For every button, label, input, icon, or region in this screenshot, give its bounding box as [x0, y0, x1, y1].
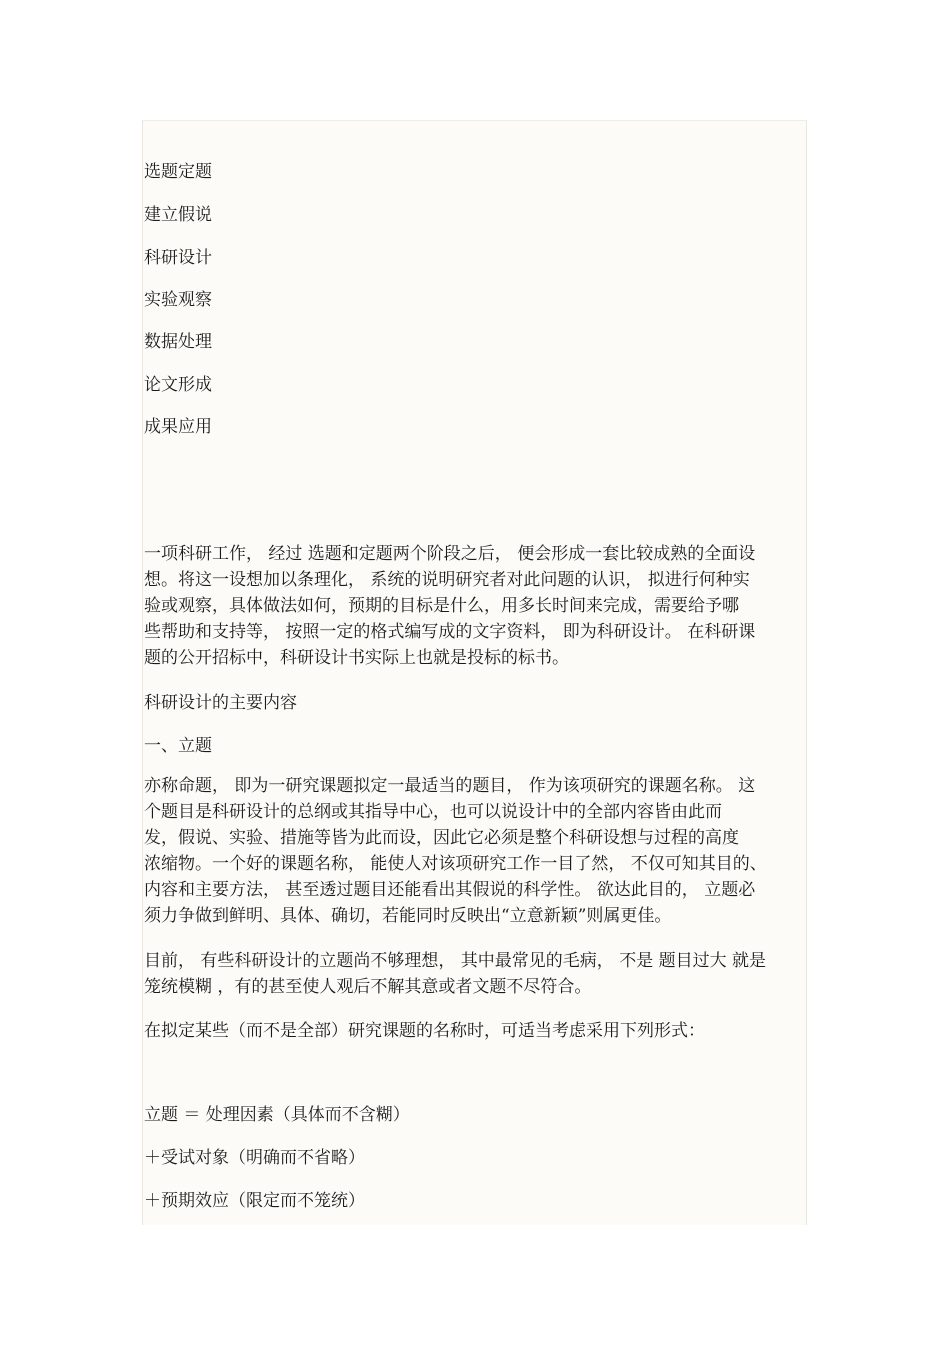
title-definition-paragraph [144, 773, 804, 929]
step-item: 建立假说 [144, 205, 212, 225]
paragraph-line: 须力争做到鲜明、具体、确切，若能同时反映出“立意新颖”则属更佳。 [144, 906, 672, 926]
step-item: 科研设计 [144, 248, 212, 268]
formula-line: ＋预期效应（限定而不笼统） [144, 1191, 365, 1211]
step-item: 成果应用 [144, 417, 212, 437]
step-item: 论文形成 [144, 375, 212, 395]
paragraph-line: 题的公开招标中，科研设计书实际上也就是投标的标书。 [144, 648, 569, 668]
common-issues-paragraph [144, 948, 804, 1000]
paragraph-line: 验或观察，具体做法如何，预期的目标是什么，用多长时间来完成，需要给予哪 [144, 596, 739, 616]
subsection-heading: 一、立题 [144, 736, 212, 756]
paragraph-line: 浓缩物。一个好的课题名称， 能使人对该项研究工作一目了然， 不仅可知其目的、 [144, 854, 767, 874]
paragraph-line: 一项科研工作， 经过 选题和定题两个阶段之后， 便会形成一套比较成熟的全面设 [144, 544, 756, 564]
paragraph-line: 些帮助和支持等， 按照一定的格式编写成的文字资料， 即为科研设计。 在科研课 [144, 622, 756, 642]
step-item: 实验观察 [144, 290, 212, 310]
paragraph-line: 笼统模糊 ，有的甚至使人观后不解其意或者文题不尽符合。 [144, 977, 592, 997]
paragraph-line: 目前， 有些科研设计的立题尚不够理想， 其中最常见的毛病， 不是 题目过大 就是 [144, 951, 767, 971]
intro-paragraph [144, 541, 804, 671]
paragraph-line: 亦称命题， 即为一研究课题拟定一最适当的题目， 作为该项研究的课题名称。 这 [144, 776, 756, 796]
paragraph-line: 发，假说、实验、措施等皆为此而设，因此它必须是整个科研设想与过程的高度 [144, 828, 739, 848]
formula-line: 立题 ＝ 处理因素（具体而不含糊） [144, 1105, 410, 1125]
formula-line: ＋受试对象（明确而不省略） [144, 1148, 365, 1168]
format-intro-paragraph: 在拟定某些（而不是全部）研究课题的名称时，可适当考虑采用下列形式： [144, 1021, 705, 1041]
step-item: 选题定题 [144, 162, 212, 182]
paragraph-line: 个题目是科研设计的总纲或其指导中心，也可以说设计中的全部内容皆由此而 [144, 802, 722, 822]
section-heading: 科研设计的主要内容 [144, 693, 297, 713]
paragraph-line: 想。将这一设想加以条理化， 系统的说明研究者对此问题的认识， 拟进行何种实 [144, 570, 750, 590]
document-page [142, 120, 807, 1225]
step-item: 数据处理 [144, 332, 212, 352]
paragraph-line: 内容和主要方法， 甚至透过题目还能看出其假说的科学性。 欲达此目的， 立题必 [144, 880, 756, 900]
